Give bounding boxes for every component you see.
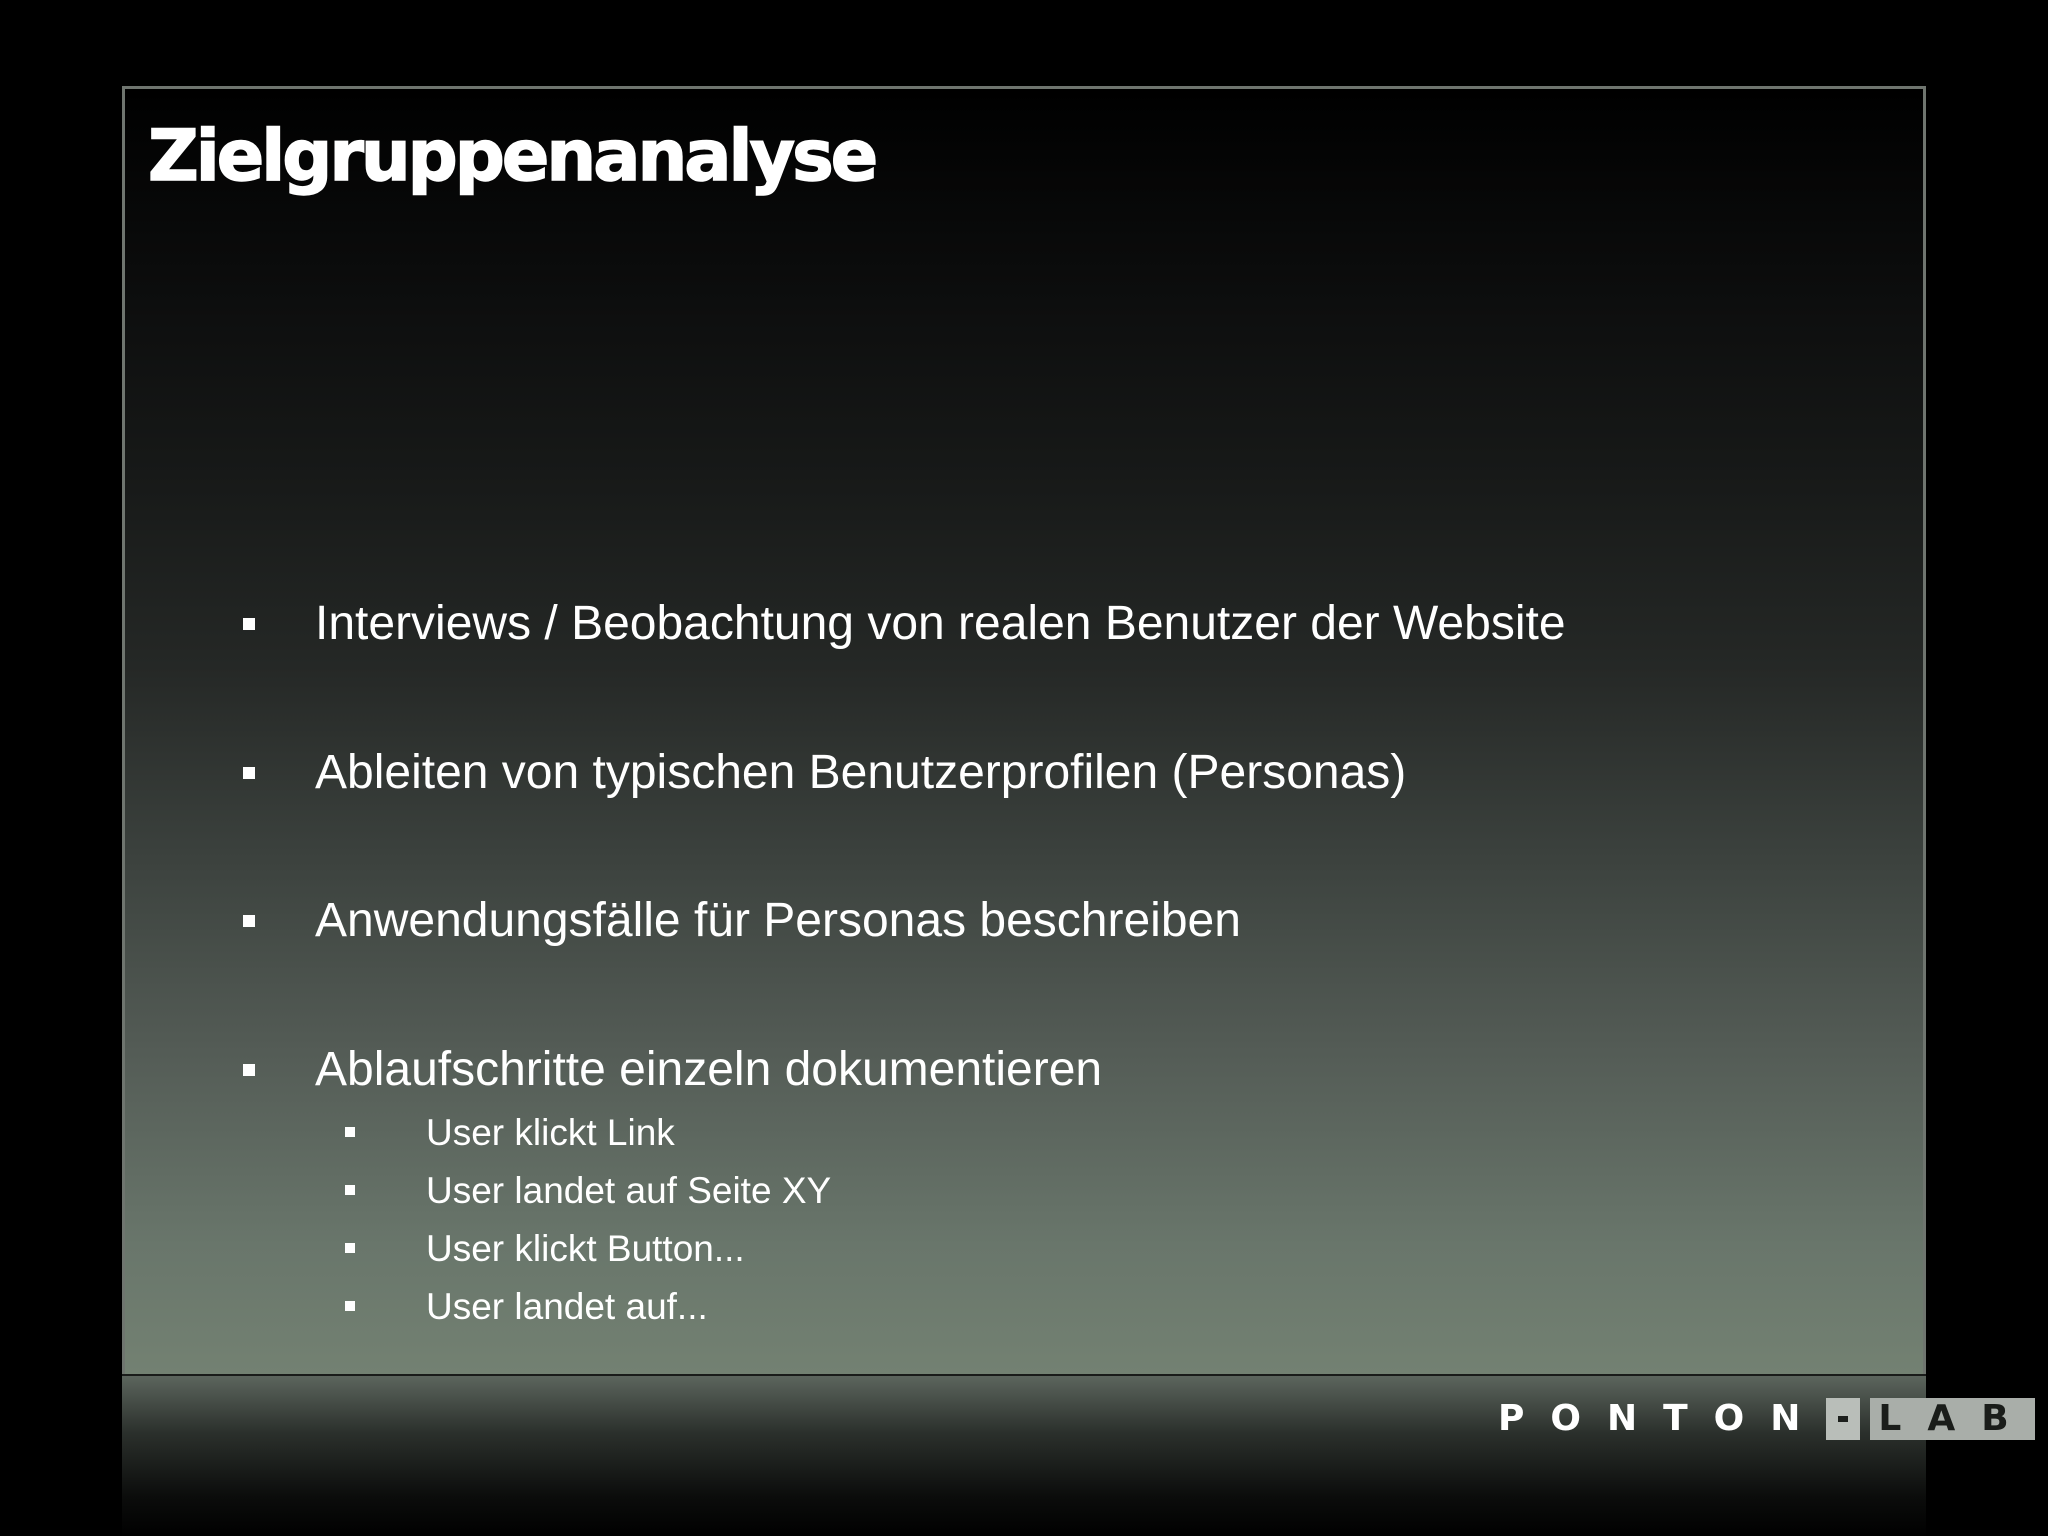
bullet-square-icon — [243, 767, 255, 779]
bullet-text: Ableiten von typischen Benutzerprofilen (Personas) — [315, 746, 1407, 799]
bullet-square-icon — [243, 915, 255, 927]
sub-bullet-square-icon — [345, 1243, 355, 1253]
logo-dash-icon — [1826, 1398, 1860, 1440]
bullet-list — [125, 89, 1923, 1374]
logo-text-right: LAB — [1878, 1398, 2035, 1439]
bullet-text: Anwendungsfälle für Personas beschreiben — [315, 894, 1241, 947]
sub-bullet-text: User klickt Button... — [426, 1228, 745, 1269]
sub-bullet-square-icon — [345, 1127, 355, 1137]
slide-content — [122, 86, 1926, 1374]
sub-bullet-square-icon — [345, 1185, 355, 1195]
slide-title: Zielgruppenanalyse — [148, 115, 876, 197]
sub-bullet-text: User landet auf Seite XY — [426, 1170, 832, 1211]
sub-bullet-square-icon — [345, 1301, 355, 1311]
bullet-square-icon — [243, 618, 255, 630]
bullet-text: Interviews / Beobachtung von realen Benutzer der Website — [315, 597, 1566, 650]
bullet-square-icon — [243, 1064, 255, 1076]
bullet-text: Ablaufschritte einzeln dokumentieren — [315, 1043, 1103, 1096]
footer-band — [122, 1374, 2035, 1536]
logo-box — [1870, 1398, 2034, 1440]
ponton-lab-logo — [1498, 1398, 2035, 1440]
sub-bullet-text: User landet auf... — [426, 1286, 708, 1327]
sub-bullet-text: User klickt Link — [426, 1112, 675, 1153]
logo-text-left: PONTON — [1498, 1398, 1827, 1439]
